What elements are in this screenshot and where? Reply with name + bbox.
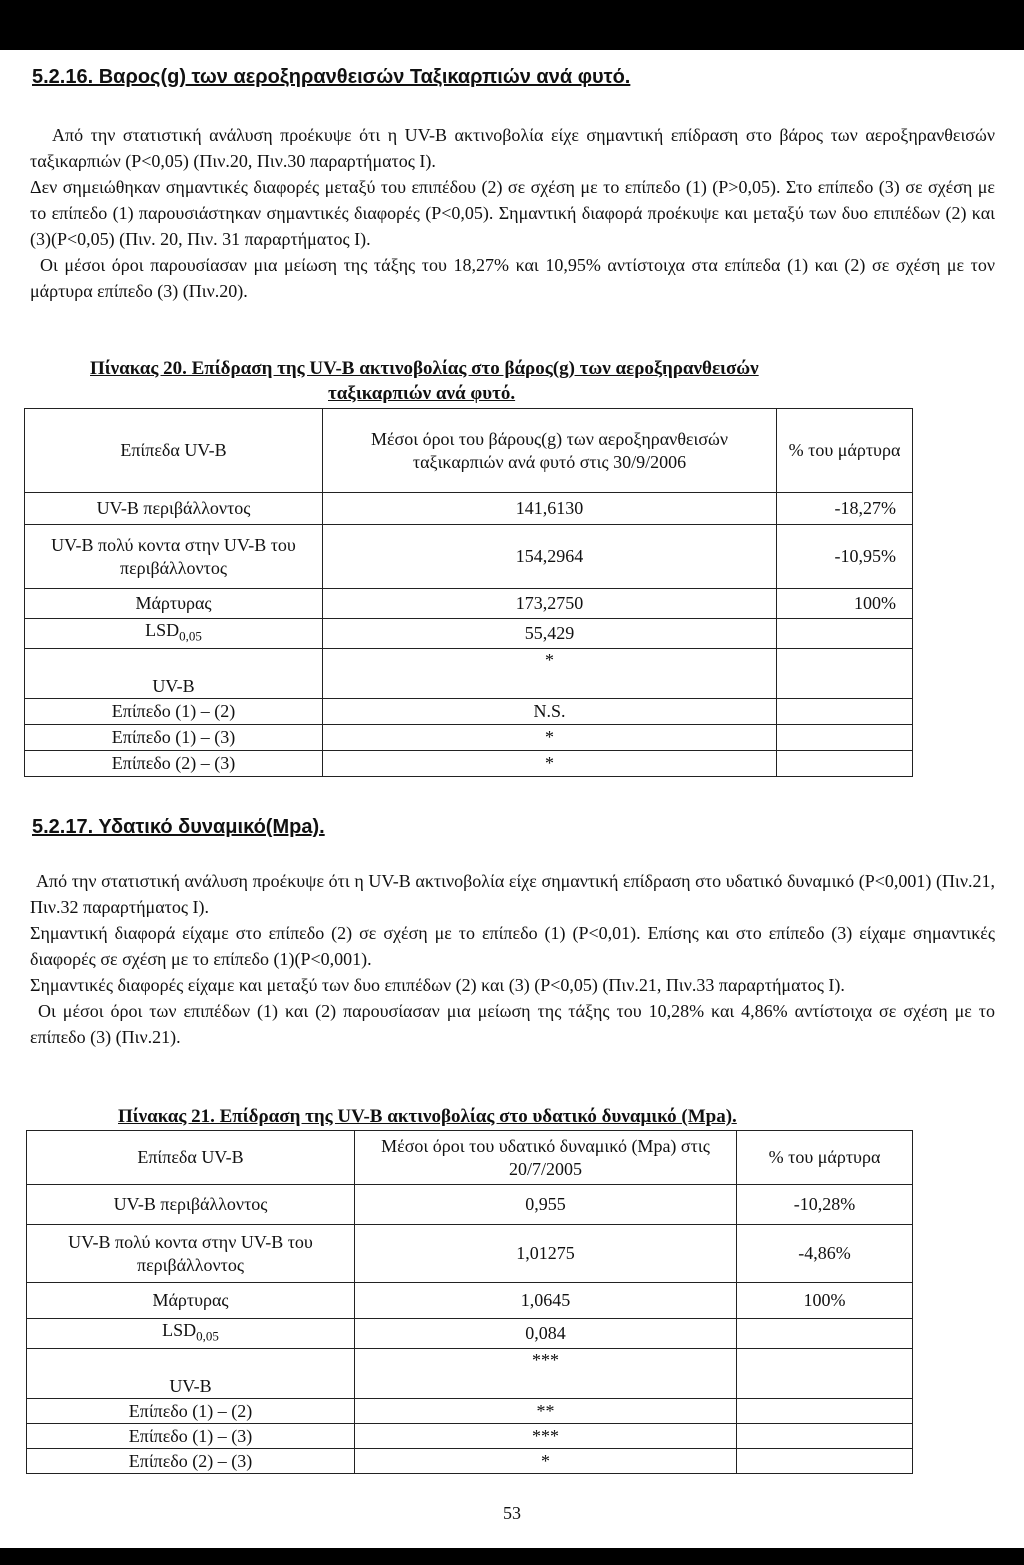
page-number: 53	[503, 1503, 521, 1523]
header-cell: % του μάρτυρα	[777, 409, 913, 493]
comparison-row	[25, 751, 913, 777]
header-cell: % του μάρτυρα	[737, 1131, 913, 1185]
comparison-label: Επίπεδο (2) – (3)	[27, 1449, 355, 1474]
value-cell: 173,2750	[323, 589, 777, 619]
comparison-row	[27, 1449, 913, 1474]
section-heading-5-2-17: 5.2.17. Υδατικό δυναμικό(Mpa).	[32, 816, 325, 838]
value-cell: 141,6130	[323, 493, 777, 525]
table-20-caption-line2: ταξικαρπιών ανά φυτό.	[328, 383, 516, 404]
comparison-significance: ***	[355, 1424, 737, 1449]
comparison-label: Επίπεδο (1) – (2)	[27, 1399, 355, 1424]
level-cell: UV-B περιβάλλοντος	[25, 493, 323, 525]
section-5-2-17-text	[30, 868, 995, 1050]
table-20-caption: Πίνακας 20. Επίδραση της UV-B ακτινοβολίας στο βάρος(g) των αεροξηρανθεισών	[90, 358, 759, 379]
paragraph: Από την στατιστική ανάλυση προέκυψε ότι η UV-B ακτινοβολία είχε σημαντική επίδραση στο βάρος των αεροξηρανθεισών ταξικαρπιών (P<0,05) (Πιν.20, Πιν.30 παραρτήματος I).	[30, 125, 995, 171]
level-cell: Μάρτυρας	[25, 589, 323, 619]
paragraph: Οι μέσοι όροι παρουσίασαν μια μείωση της τάξης του 18,27% και 10,95% αντίστοιχα στα επίπεδα (1) και (2) σε σχέση με τον μάρτυρα επίπεδο (3) (Πιν.20).	[30, 255, 995, 301]
lsd-row	[25, 619, 913, 649]
uvb-significance-cell: ***	[355, 1349, 737, 1399]
paragraph: Σημαντική διαφορά είχαμε στο επίπεδο (2) σε σχέση με το επίπεδο (1) (P<0,01). Επίσης και στο επίπεδο (3) είχαμε σημαντικές διαφορές σε σχέση με το επίπεδο (1)(P<0,001).	[30, 923, 995, 969]
percent-cell: -4,86%	[737, 1225, 913, 1283]
comparison-row	[27, 1424, 913, 1449]
comparison-label: Επίπεδο (1) – (3)	[27, 1424, 355, 1449]
comparison-significance: *	[323, 725, 777, 751]
comparison-label: Επίπεδο (1) – (2)	[25, 699, 323, 725]
lsd-label-cell: $LSD_{0,05}$	[27, 1319, 355, 1349]
comparison-significance: **	[355, 1399, 737, 1424]
level-cell: UV-B περιβάλλοντος	[27, 1185, 355, 1225]
percent-cell: 100%	[737, 1283, 913, 1319]
lsd-label-cell: $LSD_{0,05}$	[25, 619, 323, 649]
header-cell: Μέσοι όροι του υδατικό δυναμικό (Mpa) στις 20/7/2005	[355, 1131, 737, 1185]
table-row	[27, 1225, 913, 1283]
section-heading-5-2-16: 5.2.16. Βαρος(g) των αεροξηρανθεισών Ταξικαρπιών ανά φυτό.	[32, 66, 631, 88]
lsd-value-cell: 55,429	[323, 619, 777, 649]
value-cell: 0,955	[355, 1185, 737, 1225]
table-row	[27, 1185, 913, 1225]
uvb-label-cell: UV-B	[25, 649, 323, 699]
paragraph: Οι μέσοι όροι των επιπέδων (1) και (2) παρουσίασαν μια μείωση της τάξης του 10,28% και 4,86% αντίστοιχα σε σχέση με το επίπεδο (3) (Πιν.21).	[30, 1001, 995, 1047]
table-row	[25, 525, 913, 589]
table-row	[27, 1283, 913, 1319]
header-cell: Επίπεδα UV-B	[27, 1131, 355, 1185]
table-21-caption: Πίνακας 21. Επίδραση της UV-B ακτινοβολίας στο υδατικό δυναμικό (Mpa).	[118, 1106, 737, 1127]
table-row	[25, 589, 913, 619]
value-cell: 1,01275	[355, 1225, 737, 1283]
percent-cell: -18,27%	[777, 493, 913, 525]
comparison-significance: *	[323, 751, 777, 777]
table-header-row	[25, 409, 913, 493]
paragraph: Από την στατιστική ανάλυση προέκυψε ότι η UV-B ακτινοβολία είχε σημαντική επίδραση στο υδατικό δυναμικό (P<0,001) (Πιν.21, Πιν.32 παραρτήματος I).	[30, 871, 995, 917]
comparison-row	[27, 1399, 913, 1424]
comparison-significance: *	[355, 1449, 737, 1474]
paragraph: Δεν σημειώθηκαν σημαντικές διαφορές μεταξύ του επιπέδου (2) σε σχέση με το επίπεδο (1) (P>0,05). Στο επίπεδο (3) σε σχέση με το επίπεδο (1) παρουσιάστηκαν σημαντικές διαφορές (P<0,05). Σημαντική διαφορά προέκυψε και μεταξύ των δυο επιπέδων (2) και (3)(P<0,05) (Πιν. 20, Πιν. 31 παραρτήματος I).	[30, 177, 995, 249]
lsd-value-cell: 0,084	[355, 1319, 737, 1349]
comparison-label: Επίπεδο (2) – (3)	[25, 751, 323, 777]
table-header-row	[27, 1131, 913, 1185]
level-cell: UV-B πολύ κοντα στην UV-B του περιβάλλοντος	[25, 525, 323, 589]
level-cell: UV-B πολύ κοντα στην UV-B του περιβάλλοντος	[27, 1225, 355, 1283]
lsd-row	[27, 1319, 913, 1349]
level-cell: Μάρτυρας	[27, 1283, 355, 1319]
uvb-row	[27, 1349, 913, 1399]
uvb-significance-cell: *	[323, 649, 777, 699]
percent-cell: -10,28%	[737, 1185, 913, 1225]
top-dark-band	[0, 0, 1024, 50]
table-21	[26, 1130, 913, 1474]
header-cell: Μέσοι όροι του βάρους(g) των αεροξηρανθεισών ταξικαρπιών ανά φυτό στις 30/9/2006	[323, 409, 777, 493]
section-5-2-16-text	[30, 122, 995, 304]
comparison-row	[25, 699, 913, 725]
uvb-label-cell: UV-B	[27, 1349, 355, 1399]
table-row	[25, 493, 913, 525]
comparison-label: Επίπεδο (1) – (3)	[25, 725, 323, 751]
comparison-row	[25, 725, 913, 751]
comparison-significance: N.S.	[323, 699, 777, 725]
paragraph: Σημαντικές διαφορές είχαμε και μεταξύ των δυο επιπέδων (2) και (3) (P<0,05) (Πιν.21, Πιν.33 παραρτήματος I).	[30, 975, 845, 995]
uvb-row	[25, 649, 913, 699]
value-cell: 1,0645	[355, 1283, 737, 1319]
percent-cell: 100%	[777, 589, 913, 619]
value-cell: 154,2964	[323, 525, 777, 589]
bottom-dark-band	[0, 1548, 1024, 1565]
percent-cell: -10,95%	[777, 525, 913, 589]
header-cell: Επίπεδα UV-B	[25, 409, 323, 493]
table-20	[24, 408, 913, 777]
